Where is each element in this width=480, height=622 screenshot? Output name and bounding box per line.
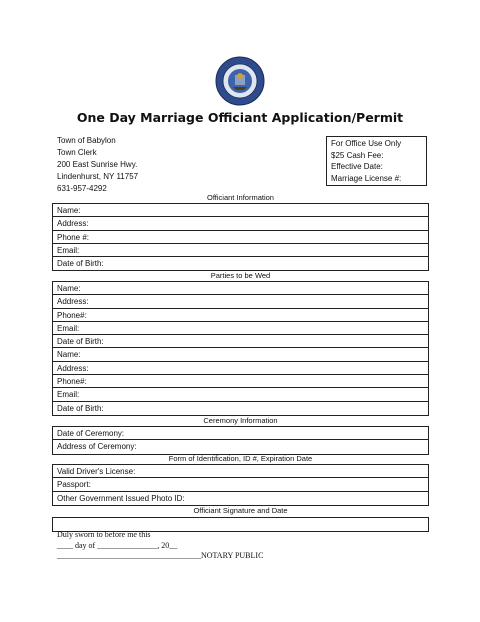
form-field-row[interactable]: Address: xyxy=(53,217,428,230)
form-field-row[interactable]: Address: xyxy=(53,295,428,308)
form-field-row[interactable]: Date of Birth: xyxy=(53,335,428,348)
form-field-row[interactable]: Other Government Issued Photo ID: xyxy=(57,493,185,503)
form-field-row[interactable]: Email: xyxy=(53,388,428,401)
form-field-row[interactable]: Address: xyxy=(53,362,428,375)
clerk-address xyxy=(57,135,138,195)
page-title: One Day Marriage Officiant Application/Permit xyxy=(76,110,404,125)
notary-line: Duly sworn to before me this xyxy=(57,530,151,539)
form-field-row[interactable]: Date of Birth: xyxy=(57,403,104,413)
identification-table xyxy=(52,464,429,506)
address-line: Lindenhurst, NY 11757 xyxy=(57,172,139,181)
form-field-row[interactable]: Email: xyxy=(53,322,428,335)
notary-line: ____ day of _______________, 20__ xyxy=(57,540,178,550)
notary-line: ____________________________________NOTARY PUBLIC xyxy=(57,551,264,560)
office-use-box xyxy=(326,136,427,186)
form-field-row[interactable]: Name: xyxy=(53,282,428,295)
section-heading-signature: Officiant Signature and Date xyxy=(193,506,288,515)
office-line: $25 Cash Fee: xyxy=(331,150,384,160)
notary-block xyxy=(57,530,263,562)
address-line: 200 East Sunrise Hwy. xyxy=(57,160,138,169)
form-field-row[interactable]: Date of Birth: xyxy=(57,259,104,269)
form-field-row[interactable]: Name: xyxy=(53,204,428,217)
form-field-row[interactable]: Date of Ceremony: xyxy=(53,427,428,440)
section-heading-parties: Parties to be Wed xyxy=(210,271,271,280)
form-field-row[interactable]: Phone#: xyxy=(53,375,428,388)
form-field-row[interactable]: Valid Driver's License: xyxy=(53,465,428,478)
form-field-row[interactable]: Phone#: xyxy=(53,309,428,322)
address-line: Town Clerk xyxy=(57,148,97,157)
address-line: Town of Babylon xyxy=(57,136,116,145)
ceremony-table xyxy=(52,426,429,455)
office-line: For Office Use Only xyxy=(331,139,402,148)
section-heading-ceremony: Ceremony Information xyxy=(203,416,278,425)
section-heading-officiant: Officiant Information xyxy=(207,193,274,202)
officiant-table xyxy=(52,203,429,271)
parties-table xyxy=(52,281,429,416)
form-field-row[interactable]: Passport: xyxy=(53,478,428,491)
form-field-row[interactable]: Phone #: xyxy=(53,231,428,244)
office-line: Effective Date: xyxy=(331,162,383,171)
town-seal-icon xyxy=(215,56,265,106)
section-heading-identification: Form of Identification, ID #, Expiration Date xyxy=(168,454,313,463)
address-line: 631-957-4292 xyxy=(57,184,107,193)
form-field-row[interactable]: Address of Ceremony: xyxy=(57,442,137,452)
form-field-row[interactable]: Name: xyxy=(53,348,428,361)
form-field-row[interactable]: Email: xyxy=(53,244,428,257)
office-line: Marriage License #: xyxy=(331,173,402,183)
